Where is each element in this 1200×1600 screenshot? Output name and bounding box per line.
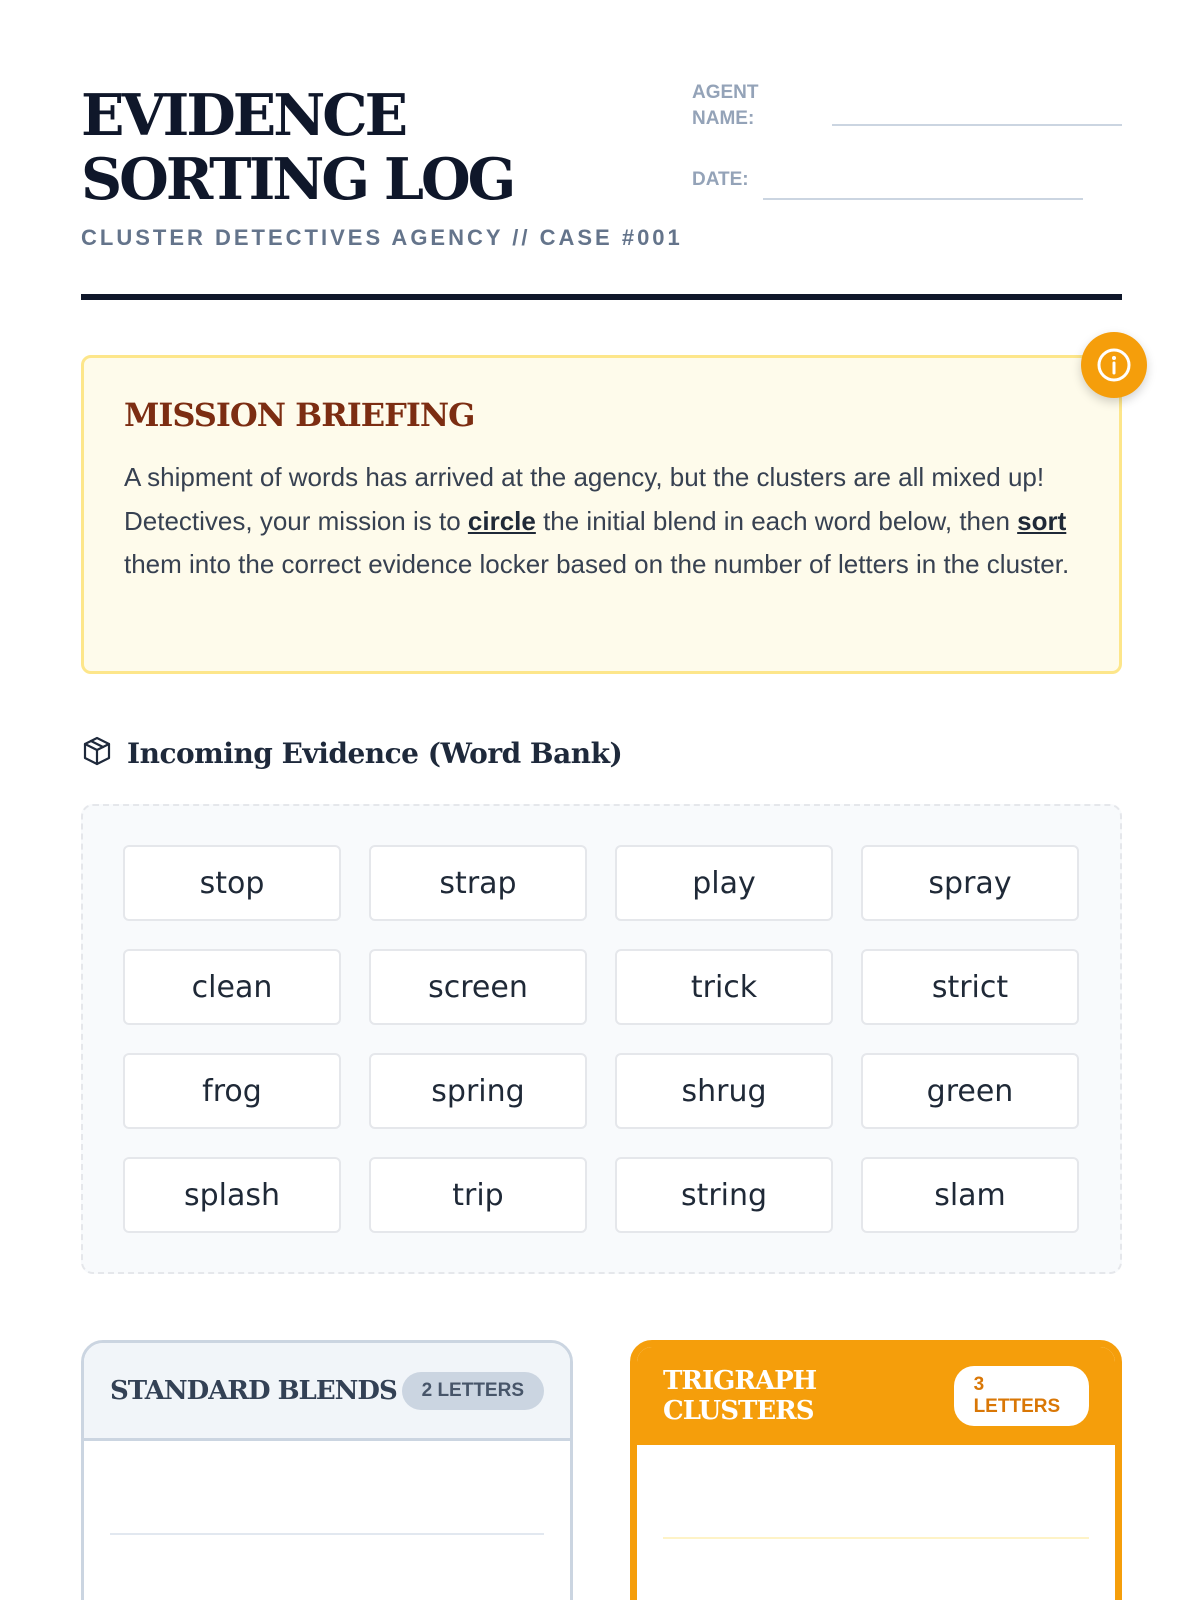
info-icon[interactable] — [1081, 332, 1147, 398]
word-bank-heading — [81, 730, 622, 776]
letter-count-badge: 2 LETTERS — [402, 1372, 544, 1410]
page-title: EVIDENCE SORTING LOG — [81, 82, 514, 213]
letter-count-badge: 3 LETTERS — [954, 1366, 1089, 1426]
word-card[interactable]: screen — [369, 949, 587, 1025]
mission-briefing — [81, 355, 1122, 674]
date-field[interactable] — [763, 198, 1083, 200]
agent-name-field[interactable] — [832, 124, 1122, 126]
word-card[interactable]: strict — [861, 949, 1079, 1025]
word-card[interactable]: green — [861, 1053, 1079, 1129]
package-icon — [81, 735, 113, 771]
word-card[interactable]: trip — [369, 1157, 587, 1233]
word-card[interactable]: frog — [123, 1053, 341, 1129]
answer-line[interactable] — [110, 1533, 544, 1535]
word-card[interactable]: splash — [123, 1157, 341, 1233]
locker-trigraph-clusters[interactable] — [630, 1340, 1122, 1600]
briefing-text-part: the initial blend in each word below, then — [535, 505, 1018, 536]
page-subtitle: CLUSTER DETECTIVES AGENCY // CASE #001 — [81, 225, 683, 250]
word-card[interactable]: stop — [123, 845, 341, 921]
header-divider — [81, 294, 1122, 300]
briefing-text — [124, 456, 1079, 587]
agent-name-label: AGENT NAME: — [692, 82, 759, 129]
locker-title: STANDARD BLENDS — [110, 1375, 397, 1406]
briefing-title: MISSION BRIEFING — [124, 396, 475, 434]
word-card[interactable]: strap — [369, 845, 587, 921]
locker-title: TRIGRAPH CLUSTERS — [663, 1366, 817, 1426]
date-label: DATE: — [692, 169, 749, 190]
word-card[interactable]: spring — [369, 1053, 587, 1129]
word-card[interactable]: slam — [861, 1157, 1079, 1233]
answer-line[interactable] — [663, 1537, 1089, 1539]
briefing-keyword-circle: circle — [467, 505, 536, 536]
word-card[interactable]: trick — [615, 949, 833, 1025]
word-bank — [81, 804, 1122, 1274]
word-card[interactable]: clean — [123, 949, 341, 1025]
locker-header — [637, 1347, 1115, 1445]
word-card[interactable]: spray — [861, 845, 1079, 921]
briefing-keyword-sort: sort — [1017, 505, 1067, 536]
word-card[interactable]: string — [615, 1157, 833, 1233]
word-bank-title: Incoming Evidence (Word Bank) — [127, 736, 623, 770]
briefing-text-part: them into the correct evidence locker based on the number of letters in the cluster. — [124, 549, 1070, 579]
word-card[interactable]: play — [615, 845, 833, 921]
briefing-text-part: A shipment of words has arrived at the agency, but the clusters are all mixed up! Detectives, your mission is to — [124, 462, 1045, 536]
locker-standard-blends[interactable] — [81, 1340, 573, 1600]
locker-header — [84, 1343, 570, 1441]
word-card[interactable]: shrug — [615, 1053, 833, 1129]
